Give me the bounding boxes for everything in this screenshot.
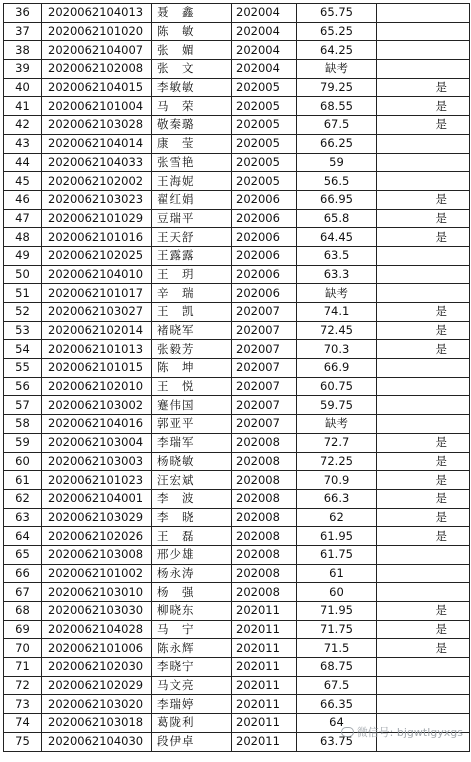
- table-row: [4, 602, 470, 621]
- cell-score: 66.3: [297, 489, 377, 508]
- cell-exam-id: 2020062101023: [42, 471, 152, 490]
- cell-number: 56: [4, 377, 42, 396]
- cell-exam-id: 2020062103028: [42, 116, 152, 135]
- score-table-body: [4, 4, 470, 752]
- cell-flag: 是: [377, 209, 470, 228]
- cell-score: 66.95: [297, 190, 377, 209]
- cell-number: 47: [4, 209, 42, 228]
- cell-class: 202007: [232, 303, 297, 322]
- cell-score: 64: [297, 714, 377, 733]
- cell-flag: [377, 22, 470, 41]
- cell-exam-id: 2020062103004: [42, 433, 152, 452]
- table-row: [4, 60, 470, 79]
- cell-name: 聂 鑫: [152, 4, 232, 23]
- cell-name: 李晓宁: [152, 658, 232, 677]
- cell-score: 61: [297, 564, 377, 583]
- wechat-icon: [341, 727, 354, 737]
- cell-score: 缺考: [297, 284, 377, 303]
- cell-score: 66.35: [297, 695, 377, 714]
- cell-score: 61.95: [297, 527, 377, 546]
- cell-class: 202007: [232, 377, 297, 396]
- cell-class: 202006: [232, 190, 297, 209]
- table-row: [4, 583, 470, 602]
- cell-name: 马文亮: [152, 676, 232, 695]
- cell-class: 202005: [232, 78, 297, 97]
- cell-score: 59: [297, 153, 377, 172]
- cell-flag: 是: [377, 452, 470, 471]
- cell-exam-id: 2020062104013: [42, 4, 152, 23]
- cell-class: 202007: [232, 359, 297, 378]
- cell-score: 62: [297, 508, 377, 527]
- table-row: [4, 695, 470, 714]
- table-row: [4, 489, 470, 508]
- cell-number: 71: [4, 658, 42, 677]
- cell-exam-id: 2020062103018: [42, 714, 152, 733]
- cell-flag: 是: [377, 508, 470, 527]
- cell-name: 段伊卓: [152, 732, 232, 751]
- cell-flag: 是: [377, 433, 470, 452]
- cell-class: 202004: [232, 22, 297, 41]
- cell-number: 48: [4, 228, 42, 247]
- cell-name: 张毅芳: [152, 340, 232, 359]
- cell-class: 202011: [232, 714, 297, 733]
- cell-class: 202007: [232, 396, 297, 415]
- cell-score: 66.9: [297, 359, 377, 378]
- cell-class: 202008: [232, 527, 297, 546]
- cell-class: 202011: [232, 695, 297, 714]
- cell-score: 63.75: [297, 732, 377, 751]
- cell-exam-id: 2020062101015: [42, 359, 152, 378]
- cell-name: 邢少雄: [152, 545, 232, 564]
- cell-name: 王天舒: [152, 228, 232, 247]
- cell-exam-id: 2020062104030: [42, 732, 152, 751]
- cell-name: 马 宁: [152, 620, 232, 639]
- table-row: [4, 676, 470, 695]
- cell-class: 202008: [232, 489, 297, 508]
- table-row: [4, 209, 470, 228]
- cell-exam-id: 2020062103023: [42, 190, 152, 209]
- cell-number: 73: [4, 695, 42, 714]
- cell-score: 72.25: [297, 452, 377, 471]
- cell-exam-id: 2020062101016: [42, 228, 152, 247]
- cell-score: 66.25: [297, 134, 377, 153]
- cell-number: 52: [4, 303, 42, 322]
- table-row: [4, 620, 470, 639]
- cell-flag: [377, 284, 470, 303]
- cell-number: 65: [4, 545, 42, 564]
- cell-exam-id: 2020062104016: [42, 415, 152, 434]
- cell-class: 202007: [232, 340, 297, 359]
- table-row: [4, 508, 470, 527]
- cell-score: 71.5: [297, 639, 377, 658]
- cell-name: 葛陇利: [152, 714, 232, 733]
- cell-flag: [377, 396, 470, 415]
- cell-number: 57: [4, 396, 42, 415]
- cell-exam-id: 2020062101017: [42, 284, 152, 303]
- cell-class: 202011: [232, 676, 297, 695]
- cell-number: 54: [4, 340, 42, 359]
- cell-class: 202011: [232, 732, 297, 751]
- cell-name: 陈 坤: [152, 359, 232, 378]
- cell-number: 50: [4, 265, 42, 284]
- cell-score: 68.75: [297, 658, 377, 677]
- cell-exam-id: 2020062103027: [42, 303, 152, 322]
- cell-class: 202004: [232, 4, 297, 23]
- cell-flag: [377, 172, 470, 191]
- cell-number: 64: [4, 527, 42, 546]
- cell-flag: 是: [377, 303, 470, 322]
- cell-number: 72: [4, 676, 42, 695]
- cell-name: 王 玥: [152, 265, 232, 284]
- cell-score: 64.25: [297, 41, 377, 60]
- cell-exam-id: 2020062102014: [42, 321, 152, 340]
- cell-flag: [377, 564, 470, 583]
- table-row: [4, 22, 470, 41]
- cell-exam-id: 2020062103030: [42, 602, 152, 621]
- cell-flag: [377, 676, 470, 695]
- cell-score: 64.45: [297, 228, 377, 247]
- watermark-text: 微信号: bjgwtlgyxgs: [356, 726, 463, 739]
- cell-exam-id: 2020062104033: [42, 153, 152, 172]
- cell-class: 202005: [232, 153, 297, 172]
- table-row: [4, 228, 470, 247]
- table-row: [4, 116, 470, 135]
- cell-name: 杨晓敏: [152, 452, 232, 471]
- table-row: [4, 303, 470, 322]
- cell-exam-id: 2020062101004: [42, 97, 152, 116]
- cell-number: 61: [4, 471, 42, 490]
- cell-name: 李瑞军: [152, 433, 232, 452]
- table-row: [4, 321, 470, 340]
- cell-exam-id: 2020062102002: [42, 172, 152, 191]
- cell-name: 陈永辉: [152, 639, 232, 658]
- cell-flag: [377, 658, 470, 677]
- cell-number: 41: [4, 97, 42, 116]
- cell-exam-id: 2020062101006: [42, 639, 152, 658]
- cell-name: 马 荣: [152, 97, 232, 116]
- cell-flag: 是: [377, 97, 470, 116]
- cell-class: 202004: [232, 41, 297, 60]
- cell-flag: [377, 695, 470, 714]
- cell-number: 44: [4, 153, 42, 172]
- table-row: [4, 134, 470, 153]
- cell-name: 杨永涛: [152, 564, 232, 583]
- cell-class: 202007: [232, 415, 297, 434]
- cell-name: 蹇伟国: [152, 396, 232, 415]
- table-row: [4, 639, 470, 658]
- cell-flag: [377, 246, 470, 265]
- cell-name: 李敏敏: [152, 78, 232, 97]
- cell-exam-id: 2020062104014: [42, 134, 152, 153]
- cell-number: 51: [4, 284, 42, 303]
- cell-score: 72.45: [297, 321, 377, 340]
- table-row: [4, 415, 470, 434]
- cell-flag: [377, 583, 470, 602]
- cell-name: 王 凯: [152, 303, 232, 322]
- cell-name: 杨 强: [152, 583, 232, 602]
- cell-number: 45: [4, 172, 42, 191]
- cell-score: 60.75: [297, 377, 377, 396]
- cell-name: 王 磊: [152, 527, 232, 546]
- cell-exam-id: 2020062101020: [42, 22, 152, 41]
- cell-name: 康 莹: [152, 134, 232, 153]
- cell-score: 79.25: [297, 78, 377, 97]
- cell-number: 40: [4, 78, 42, 97]
- cell-class: 202008: [232, 452, 297, 471]
- cell-number: 68: [4, 602, 42, 621]
- cell-class: 202011: [232, 602, 297, 621]
- cell-exam-id: 2020062102026: [42, 527, 152, 546]
- cell-exam-id: 2020062102008: [42, 60, 152, 79]
- cell-number: 69: [4, 620, 42, 639]
- cell-number: 37: [4, 22, 42, 41]
- cell-flag: [377, 60, 470, 79]
- cell-score: 72.7: [297, 433, 377, 452]
- cell-name: 郭亚平: [152, 415, 232, 434]
- cell-class: 202008: [232, 508, 297, 527]
- cell-number: 42: [4, 116, 42, 135]
- cell-flag: 是: [377, 639, 470, 658]
- cell-score: 68.55: [297, 97, 377, 116]
- cell-name: 王海妮: [152, 172, 232, 191]
- cell-flag: [377, 545, 470, 564]
- cell-flag: 是: [377, 78, 470, 97]
- table-row: [4, 359, 470, 378]
- cell-number: 60: [4, 452, 42, 471]
- cell-exam-id: 2020062103008: [42, 545, 152, 564]
- cell-exam-id: 2020062104007: [42, 41, 152, 60]
- cell-flag: [377, 377, 470, 396]
- cell-number: 46: [4, 190, 42, 209]
- cell-name: 李 晓: [152, 508, 232, 527]
- cell-number: 58: [4, 415, 42, 434]
- cell-flag: 是: [377, 228, 470, 247]
- cell-class: 202011: [232, 620, 297, 639]
- cell-class: 202005: [232, 134, 297, 153]
- table-row: [4, 41, 470, 60]
- cell-number: 63: [4, 508, 42, 527]
- cell-exam-id: 2020062101013: [42, 340, 152, 359]
- table-row: [4, 377, 470, 396]
- cell-flag: 是: [377, 190, 470, 209]
- cell-number: 75: [4, 732, 42, 751]
- cell-name: 王 悦: [152, 377, 232, 396]
- cell-class: 202006: [232, 246, 297, 265]
- table-row: [4, 265, 470, 284]
- cell-exam-id: 2020062101002: [42, 564, 152, 583]
- cell-flag: 是: [377, 471, 470, 490]
- cell-class: 202008: [232, 471, 297, 490]
- cell-number: 62: [4, 489, 42, 508]
- cell-exam-id: 2020062103029: [42, 508, 152, 527]
- cell-exam-id: 2020062102030: [42, 658, 152, 677]
- table-row: [4, 340, 470, 359]
- cell-number: 70: [4, 639, 42, 658]
- table-row: [4, 190, 470, 209]
- cell-flag: [377, 134, 470, 153]
- cell-class: 202006: [232, 284, 297, 303]
- cell-exam-id: 2020062104015: [42, 78, 152, 97]
- cell-exam-id: 2020062104010: [42, 265, 152, 284]
- cell-class: 202006: [232, 209, 297, 228]
- table-row: [4, 658, 470, 677]
- cell-number: 43: [4, 134, 42, 153]
- cell-flag: [377, 153, 470, 172]
- cell-score: 67.5: [297, 676, 377, 695]
- table-row: [4, 246, 470, 265]
- cell-class: 202011: [232, 639, 297, 658]
- cell-class: 202005: [232, 172, 297, 191]
- table-row: [4, 97, 470, 116]
- cell-score: 缺考: [297, 415, 377, 434]
- cell-name: 王露露: [152, 246, 232, 265]
- cell-score: 63.5: [297, 246, 377, 265]
- cell-flag: [377, 359, 470, 378]
- cell-name: 张 媚: [152, 41, 232, 60]
- cell-number: 55: [4, 359, 42, 378]
- cell-name: 豆瑞平: [152, 209, 232, 228]
- cell-score: 63.3: [297, 265, 377, 284]
- cell-number: 59: [4, 433, 42, 452]
- cell-flag: [377, 4, 470, 23]
- cell-score: 71.75: [297, 620, 377, 639]
- cell-exam-id: 2020062102010: [42, 377, 152, 396]
- cell-class: 202008: [232, 564, 297, 583]
- cell-class: 202011: [232, 658, 297, 677]
- cell-number: 38: [4, 41, 42, 60]
- cell-score: 70.3: [297, 340, 377, 359]
- cell-score: 65.8: [297, 209, 377, 228]
- cell-score: 71.95: [297, 602, 377, 621]
- cell-name: 汪宏斌: [152, 471, 232, 490]
- cell-exam-id: 2020062103020: [42, 695, 152, 714]
- table-row: [4, 452, 470, 471]
- cell-exam-id: 2020062103010: [42, 583, 152, 602]
- cell-class: 202008: [232, 433, 297, 452]
- cell-score: 缺考: [297, 60, 377, 79]
- cell-name: 李瑞婷: [152, 695, 232, 714]
- cell-score: 70.9: [297, 471, 377, 490]
- cell-score: 65.75: [297, 4, 377, 23]
- cell-class: 202008: [232, 545, 297, 564]
- table-row: [4, 471, 470, 490]
- table-row: [4, 564, 470, 583]
- cell-number: 66: [4, 564, 42, 583]
- cell-exam-id: 2020062101029: [42, 209, 152, 228]
- cell-score: 61.75: [297, 545, 377, 564]
- cell-name: 翟红娟: [152, 190, 232, 209]
- cell-score: 60: [297, 583, 377, 602]
- cell-class: 202004: [232, 60, 297, 79]
- cell-exam-id: 2020062102029: [42, 676, 152, 695]
- table-row: [4, 433, 470, 452]
- cell-name: 张 文: [152, 60, 232, 79]
- cell-score: 59.75: [297, 396, 377, 415]
- cell-flag: 是: [377, 489, 470, 508]
- cell-score: 56.5: [297, 172, 377, 191]
- cell-name: 褚晓军: [152, 321, 232, 340]
- cell-class: 202005: [232, 97, 297, 116]
- cell-flag: 是: [377, 602, 470, 621]
- table-row: [4, 172, 470, 191]
- table-row: [4, 78, 470, 97]
- cell-number: 67: [4, 583, 42, 602]
- cell-number: 49: [4, 246, 42, 265]
- cell-name: 敬秦璐: [152, 116, 232, 135]
- cell-number: 74: [4, 714, 42, 733]
- cell-class: 202006: [232, 228, 297, 247]
- cell-class: 202007: [232, 321, 297, 340]
- cell-number: 53: [4, 321, 42, 340]
- cell-name: 李 波: [152, 489, 232, 508]
- cell-number: 36: [4, 4, 42, 23]
- cell-name: 辛 瑞: [152, 284, 232, 303]
- cell-exam-id: 2020062103003: [42, 452, 152, 471]
- cell-flag: 是: [377, 527, 470, 546]
- cell-name: 张雪艳: [152, 153, 232, 172]
- cell-flag: [377, 415, 470, 434]
- table-row: [4, 527, 470, 546]
- cell-score: 65.25: [297, 22, 377, 41]
- table-row: [4, 153, 470, 172]
- cell-exam-id: 2020062104028: [42, 620, 152, 639]
- cell-flag: 是: [377, 321, 470, 340]
- cell-flag: 是: [377, 620, 470, 639]
- table-row: [4, 545, 470, 564]
- score-table: [3, 3, 470, 752]
- cell-class: 202005: [232, 116, 297, 135]
- cell-number: 39: [4, 60, 42, 79]
- cell-flag: [377, 265, 470, 284]
- cell-name: 陈 敏: [152, 22, 232, 41]
- cell-flag: 是: [377, 116, 470, 135]
- cell-score: 74.1: [297, 303, 377, 322]
- table-row: [4, 284, 470, 303]
- cell-class: 202008: [232, 583, 297, 602]
- cell-flag: 是: [377, 340, 470, 359]
- table-row: [4, 396, 470, 415]
- table-row: [4, 4, 470, 23]
- cell-score: 67.5: [297, 116, 377, 135]
- cell-exam-id: 2020062104001: [42, 489, 152, 508]
- cell-name: 柳晓东: [152, 602, 232, 621]
- cell-flag: [377, 41, 470, 60]
- cell-class: 202006: [232, 265, 297, 284]
- wechat-watermark: [341, 724, 463, 740]
- cell-exam-id: 2020062103002: [42, 396, 152, 415]
- cell-exam-id: 2020062102025: [42, 246, 152, 265]
